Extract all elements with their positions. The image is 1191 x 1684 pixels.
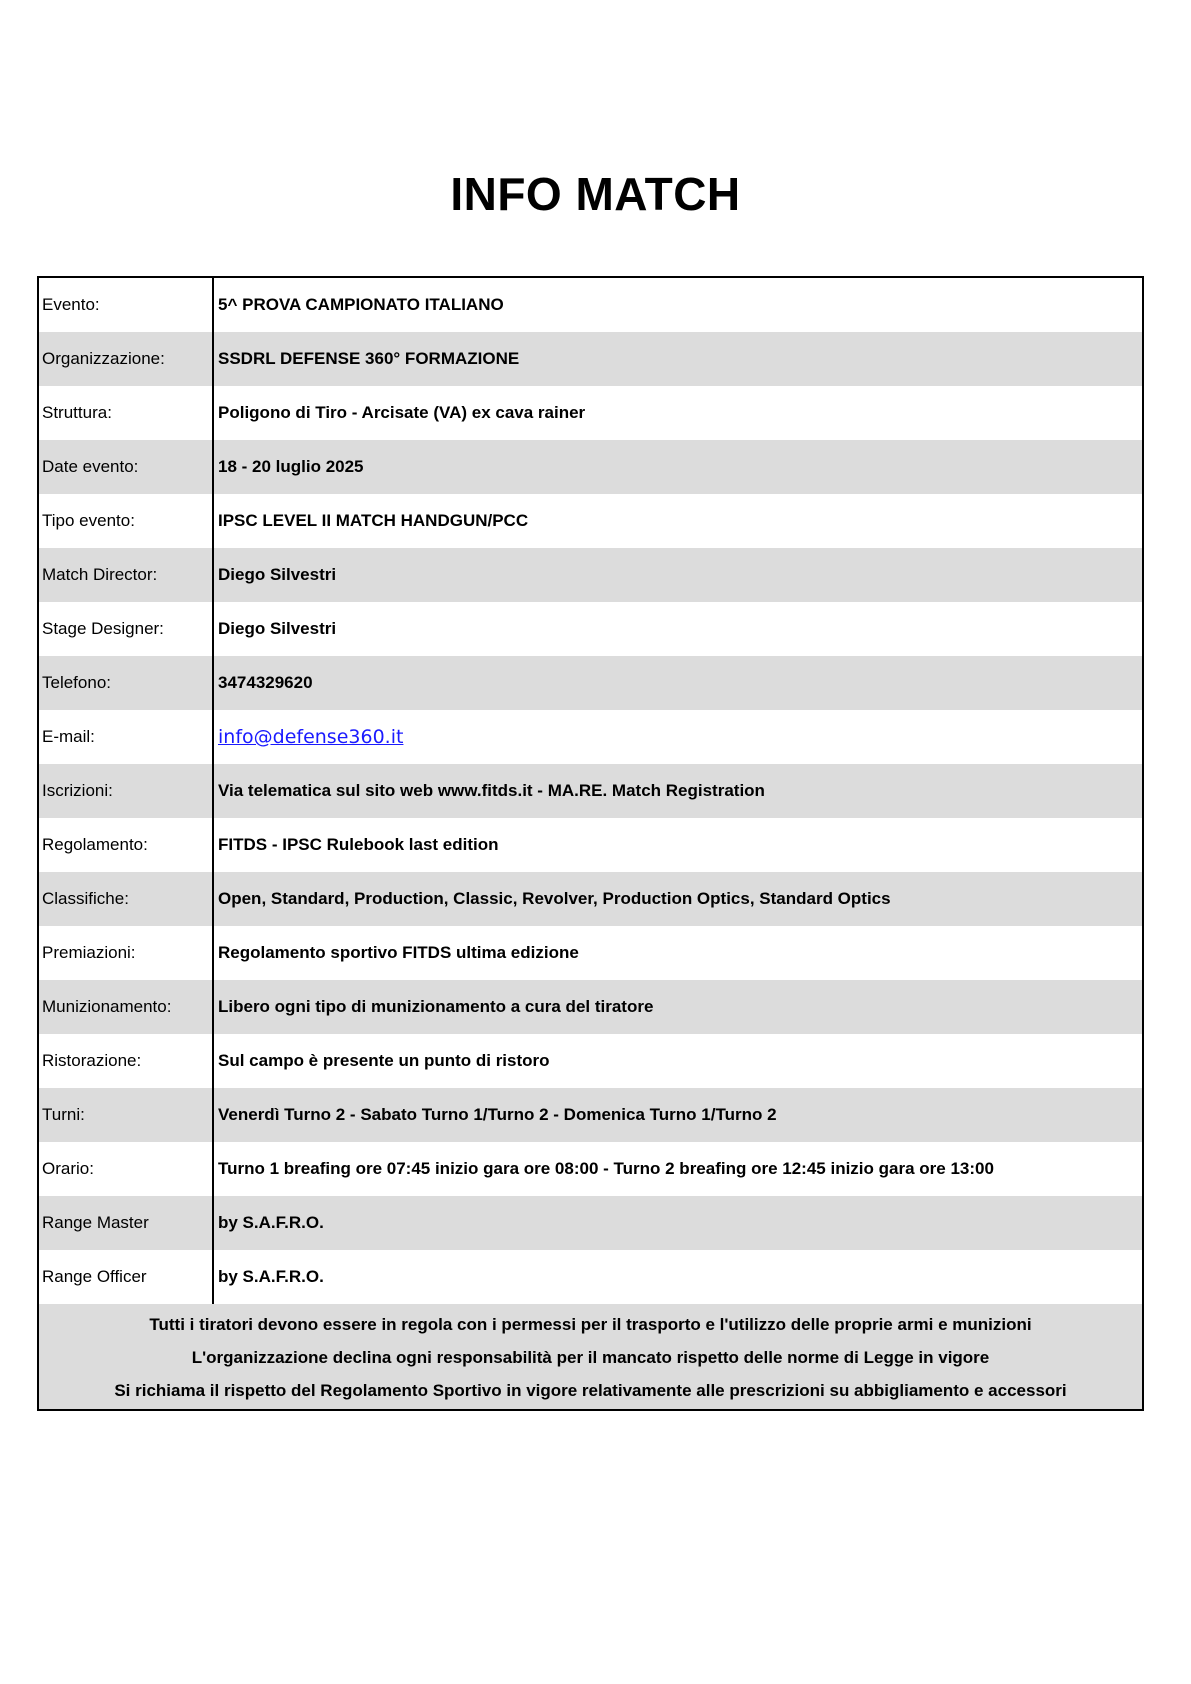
row-munizionamento [39, 980, 1142, 1034]
row-value: Libero ogni tipo di munizionamento a cura del tiratore [218, 997, 654, 1016]
row-value: Turno 1 breafing ore 07:45 inizio gara ore 08:00 - Turno 2 breafing ore 12:45 inizio gara ore 13:00 [218, 1159, 994, 1178]
row-label: Range Officer [39, 1250, 214, 1304]
row-label: E-mail: [39, 710, 214, 764]
row-label: Munizionamento: [39, 980, 214, 1034]
row-telefono [39, 656, 1142, 710]
row-value: 3474329620 [218, 673, 313, 692]
row-value: Venerdì Turno 2 - Sabato Turno 1/Turno 2 - Domenica Turno 1/Turno 2 [218, 1105, 777, 1124]
row-label: Match Director: [39, 548, 214, 602]
row-label: Date evento: [39, 440, 214, 494]
row-value: FITDS - IPSC Rulebook last edition [218, 835, 499, 854]
footer-line: L'organizzazione declina ogni responsabilità per il mancato rispetto delle norme di Legge in vigore [191, 1348, 990, 1367]
row-classifiche [39, 872, 1142, 926]
row-value: Diego Silvestri [218, 565, 337, 584]
row-range-officer [39, 1250, 1142, 1304]
email-link[interactable]: info@defense360.it [218, 726, 404, 748]
row-value [214, 710, 1142, 764]
footer-notes [39, 1304, 1142, 1409]
row-label: Classifiche: [39, 872, 214, 926]
row-label: Organizzazione: [39, 332, 214, 386]
row-value: SSDRL DEFENSE 360° FORMAZIONE [218, 349, 520, 368]
row-label: Range Master [39, 1196, 214, 1250]
row-value: Via telematica sul sito web www.fitds.it - MA.RE. Match Registration [218, 781, 765, 800]
row-value: 5^ PROVA CAMPIONATO ITALIANO [218, 295, 504, 314]
row-label: Telefono: [39, 656, 214, 710]
row-regolamento [39, 818, 1142, 872]
row-label: Tipo evento: [39, 494, 214, 548]
row-iscrizioni [39, 764, 1142, 818]
row-value: Regolamento sportivo FITDS ultima edizione [218, 943, 579, 962]
row-orario [39, 1142, 1142, 1196]
footer-line: Si richiama il rispetto del Regolamento Sportivo in vigore relativamente alle prescrizioni su abbigliamento e accessori [114, 1381, 1067, 1400]
row-label: Premiazioni: [39, 926, 214, 980]
row-label: Regolamento: [39, 818, 214, 872]
row-match-director [39, 548, 1142, 602]
row-tipo-evento [39, 494, 1142, 548]
row-date-evento [39, 440, 1142, 494]
row-value: by S.A.F.R.O. [218, 1213, 324, 1232]
row-stage-designer [39, 602, 1142, 656]
row-struttura [39, 386, 1142, 440]
row-range-master [39, 1196, 1142, 1250]
row-value: Diego Silvestri [218, 619, 337, 638]
page-title: INFO MATCH [450, 168, 741, 220]
row-label: Turni: [39, 1088, 214, 1142]
row-evento [39, 278, 1142, 332]
row-value: Poligono di Tiro - Arcisate (VA) ex cava rainer [218, 403, 586, 422]
row-organizzazione [39, 332, 1142, 386]
row-value: IPSC LEVEL II MATCH HANDGUN/PCC [218, 511, 529, 530]
row-label: Struttura: [39, 386, 214, 440]
row-label: Stage Designer: [39, 602, 214, 656]
row-ristorazione [39, 1034, 1142, 1088]
info-table [37, 276, 1144, 1411]
row-premiazioni [39, 926, 1142, 980]
row-email [39, 710, 1142, 764]
footer-line: Tutti i tiratori devono essere in regola con i permessi per il trasporto e l'utilizzo delle proprie armi e munizioni [149, 1315, 1032, 1334]
row-label: Ristorazione: [39, 1034, 214, 1088]
row-value: 18 - 20 luglio 2025 [218, 457, 364, 476]
row-label: Iscrizioni: [39, 764, 214, 818]
row-label: Evento: [39, 278, 214, 332]
row-value: by S.A.F.R.O. [218, 1267, 324, 1286]
row-label: Orario: [39, 1142, 214, 1196]
row-turni [39, 1088, 1142, 1142]
row-value: Open, Standard, Production, Classic, Revolver, Production Optics, Standard Optics [218, 889, 891, 908]
row-value: Sul campo è presente un punto di ristoro [218, 1051, 550, 1070]
